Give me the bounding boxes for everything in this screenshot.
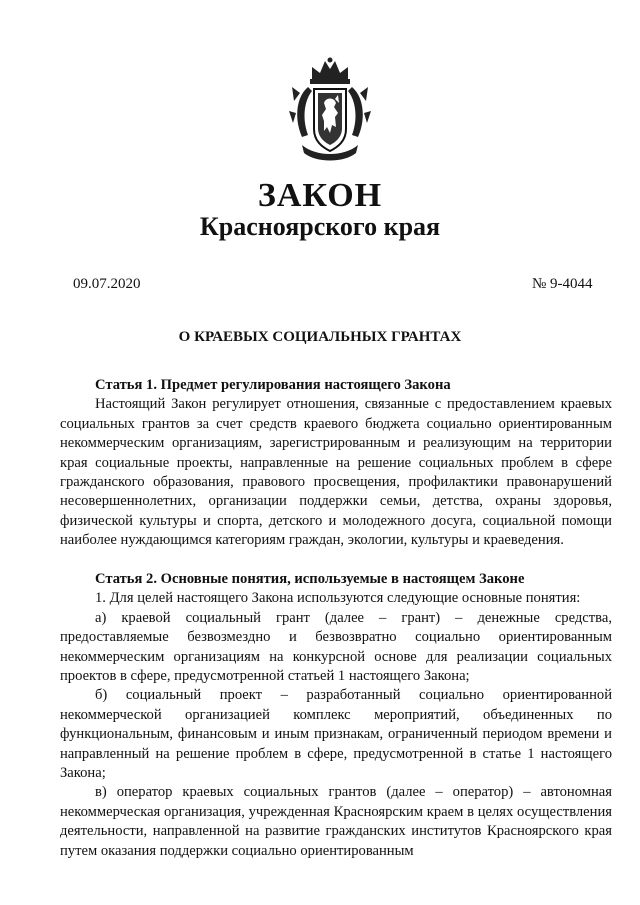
- article-2-paragraph-1: 1. Для целей настоящего Закона используются следующие основные понятия:: [95, 590, 581, 607]
- article-1-text: Настоящий Закон регулирует отношения, связанные с предоставлением краевых социальных грантов за счет средств краевого бюджета социально ориентированным некоммерческим организациям, зарегистрированным и реализующим на территории края социальные проекты, направленные на решение социальных проблем в сфере гражданского образования, правового просвещения, профилактики правонарушений несовершеннолетних, организации поддержки семьи, детства, охраны здоровья, физической культуры и спорта, детского и молодежного досуга, социальной помощи наиболее нуждающимся категориям граждан, экологии, культуры и краеведения.: [60, 396, 612, 549]
- law-date: 09.07.2020: [73, 276, 141, 292]
- article-2-paragraph-c: в) оператор краевых социальных грантов (далее – оператор) – автономная некоммерческая организация, учрежденная Красноярским краем в целях осуществления деятельности, направленной на развитие гражданских институтов Красноярского края путем оказания поддержки социально ориентированным: [60, 784, 612, 859]
- article-2: [60, 570, 612, 861]
- article-2-paragraph-a: а) краевой социальный грант (далее – грант) – денежные средства, предоставляемые безвозмездно и безвозвратно социально ориентированным некоммерческим организациям на конкурсной основе для реализации социальных проектов в сфере, предусмотренной статьей 1 настоящего Закона;: [60, 609, 612, 685]
- article-2-heading: Статья 2. Основные понятия, используемые в настоящем Законе: [95, 571, 525, 587]
- article-1: [60, 376, 612, 551]
- article-2-paragraph-b: б) социальный проект – разработанный социально ориентированной некоммерческой организацией комплекс мероприятий, объединенных по функциональным, финансовым и иным признакам, ограниченный периодом времени и направленный на решение проблем в сфере, предусмотренной в статье 1 настоящего Закона;: [60, 687, 612, 782]
- document-title: ЗАКОН: [257, 177, 383, 214]
- law-title: О КРАЕВЫХ СОЦИАЛЬНЫХ ГРАНТАХ: [178, 329, 462, 345]
- document-subtitle: Красноярского края: [199, 212, 441, 241]
- law-number: № 9-4044: [532, 276, 593, 292]
- article-1-heading: Статья 1. Предмет регулирования настоящего Закона: [95, 377, 451, 393]
- coat-of-arms-icon: [288, 57, 372, 165]
